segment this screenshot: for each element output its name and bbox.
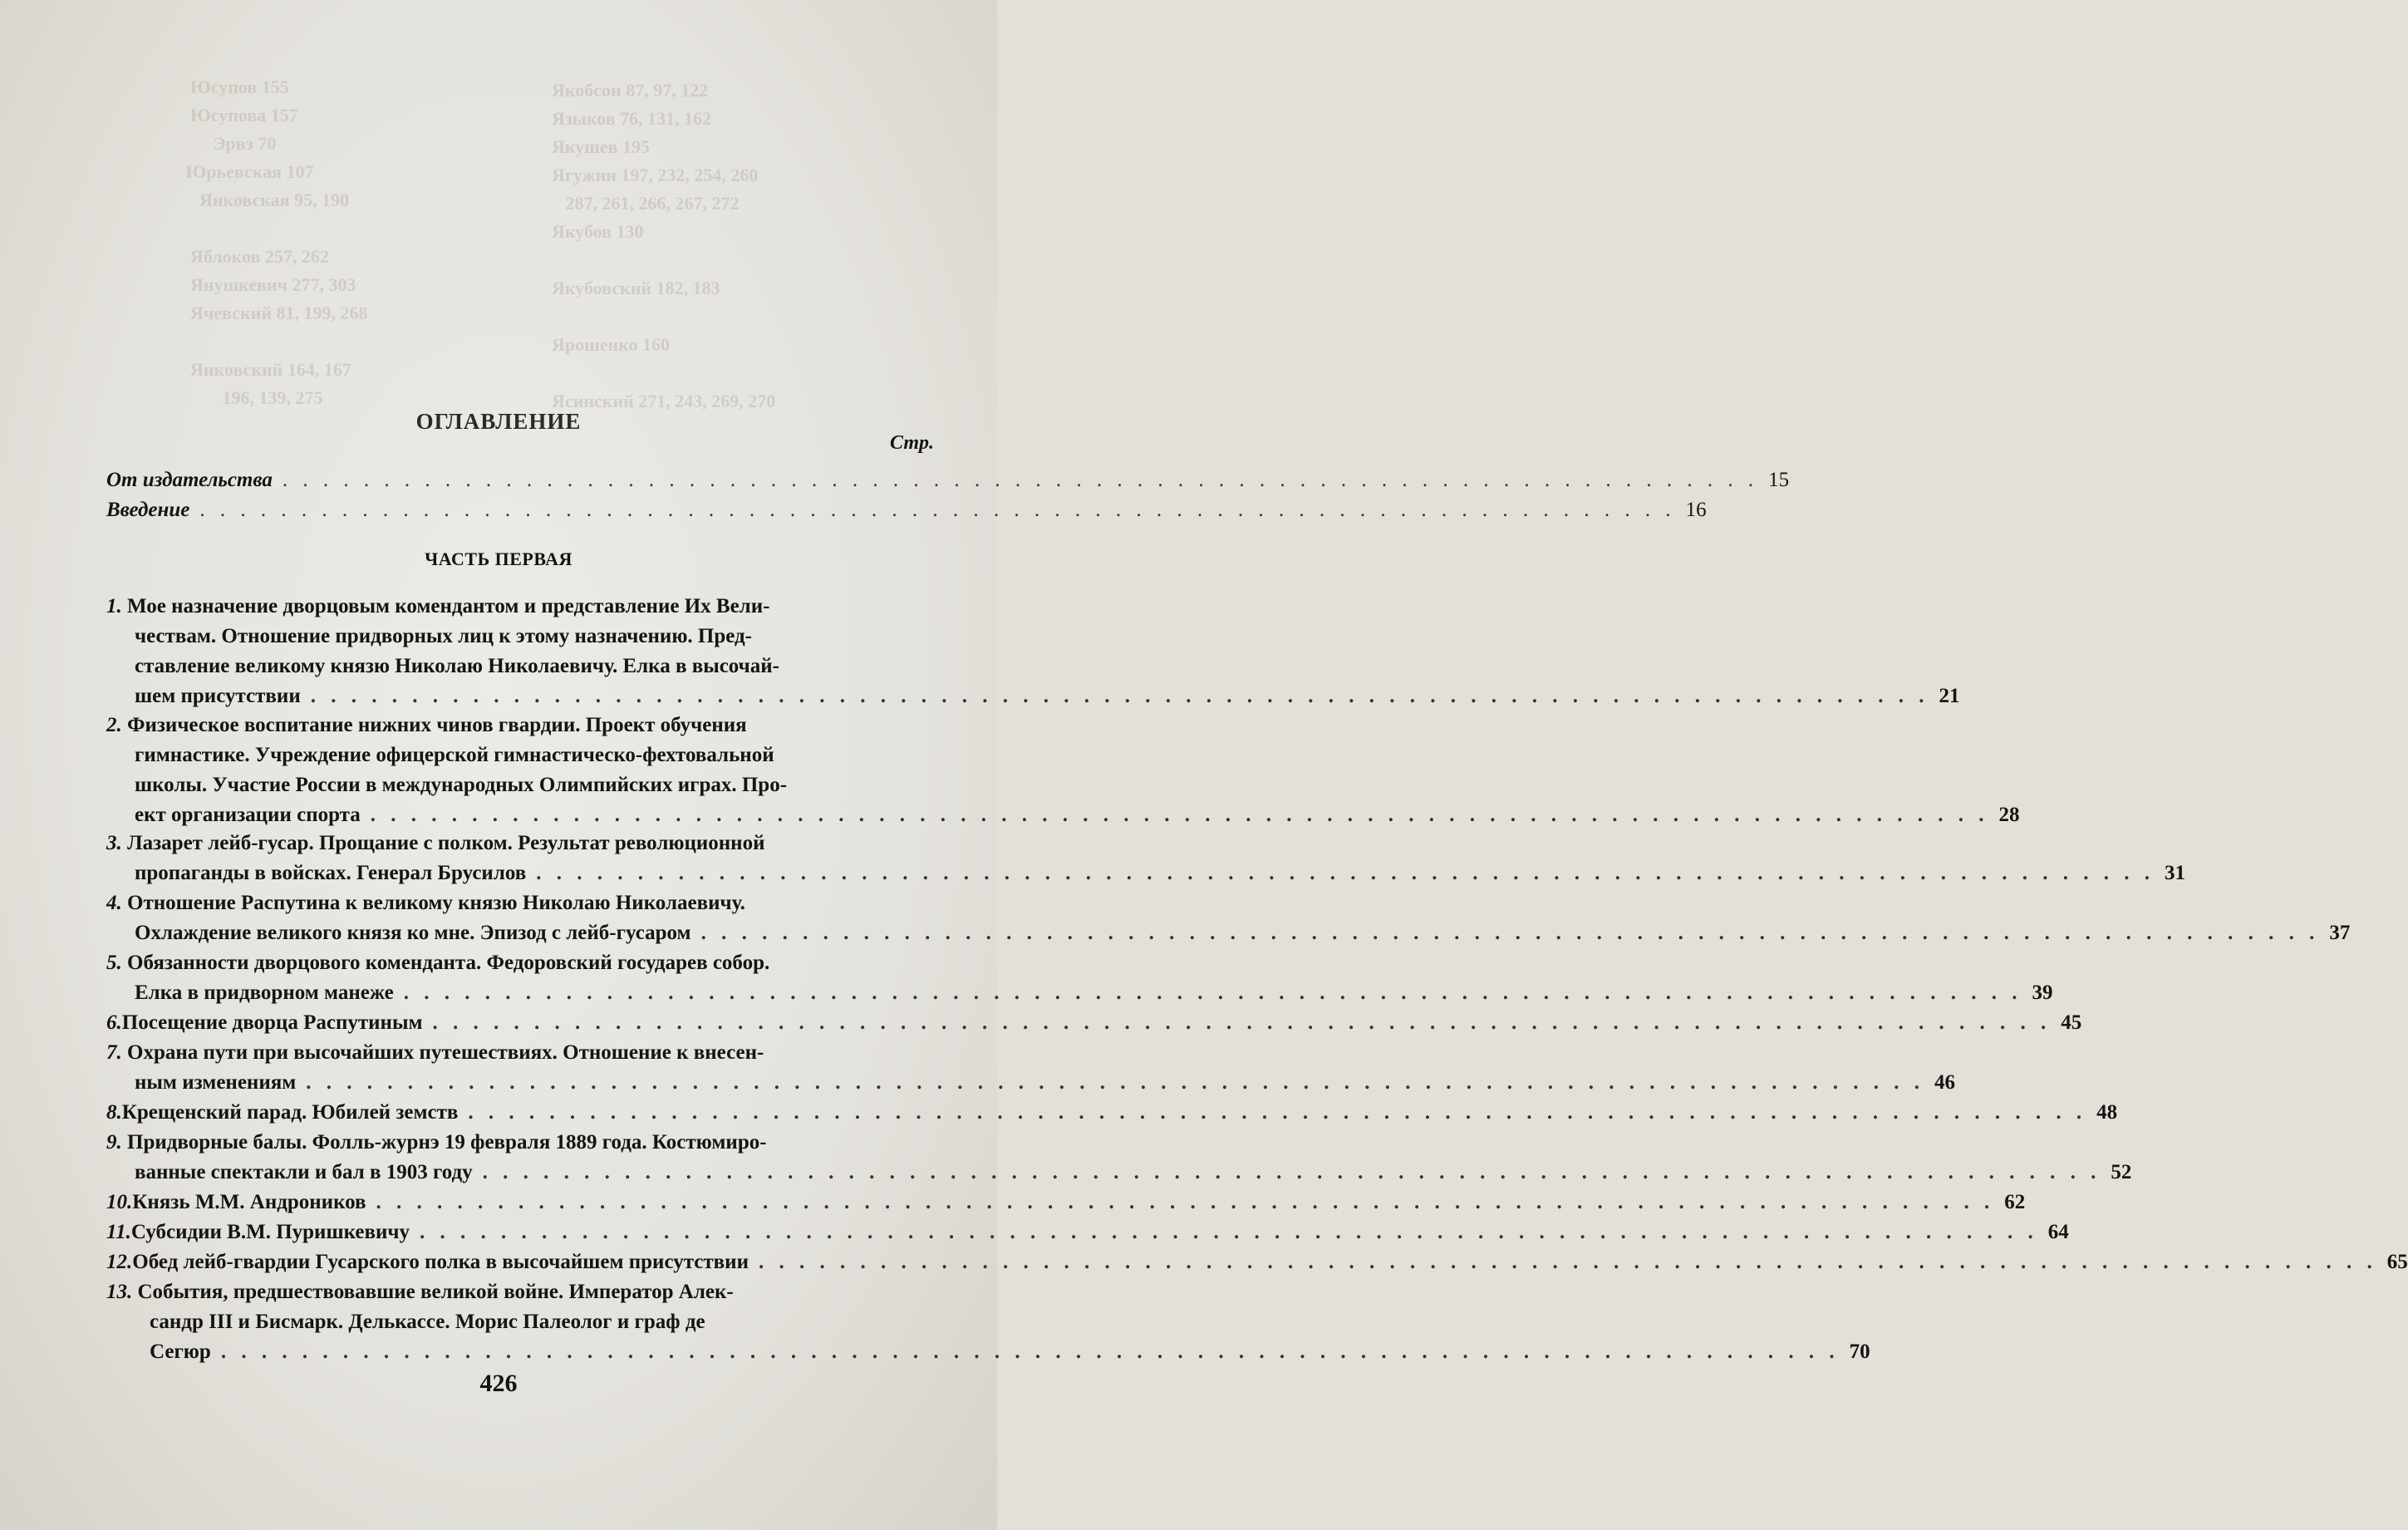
chapter-title-line: Сегюр	[150, 1341, 211, 1363]
chapter-number: 13.	[106, 1281, 138, 1303]
toc-chapter-3[interactable]	[106, 829, 2185, 888]
toc-entry-title: От издательства	[106, 469, 273, 491]
chapter-title-line: шем присутствии	[135, 685, 301, 707]
dot-leader: . . . . . . . . . . . . . . . . . . . . . . . . . . . . . . . . . . . . . . . . . . . . . . . . . . . . . . . . . . . . . . . . . . . . . . . . . . . . . . . .	[403, 981, 2022, 1004]
dot-leader: . . . . . . . . . . . . . . . . . . . . . . . . . . . . . . . . . . . . . . . . . . . . . . . . . . . . . . . . . . . . . . . . . . . . . . . . . . . . . . . .	[759, 1251, 2377, 1273]
chapter-title-line: События, предшествовавшие великой войне. Император Алек-	[137, 1281, 734, 1303]
toc-entry-page: 15	[1768, 469, 1790, 491]
dot-leader: . . . . . . . . . . . . . . . . . . . . . . . . . . . . . . . . . . . . . . . . . . . . . . . . . . . . . . . . . . . . . . . . . . . . . . . . . . . . . . . .	[482, 1161, 2101, 1183]
chapter-page: 45	[2061, 1011, 2082, 1034]
bleed-through-text-right: Якобсон 87, 97, 122 Языков 76, 131, 162 Якушев 195 Ягужин 197, 232, 254, 260 287, 261, 266, 267, 272 Якубов 130 Якубовский 182, 183 Ярошенко 160 Ясинский 271, 243, 269, 270	[552, 80, 776, 411]
chapter-number: 2.	[106, 714, 127, 736]
dot-leader: . . . . . . . . . . . . . . . . . . . . . . . . . . . . . . . . . . . . . . . . . . . . . . . . . . . . . . . . . . . . . . . . . . . . . . . . .	[199, 499, 1676, 521]
chapter-title-line: гимнастике. Учреждение офицерской гимнастическо-фехтовальной	[135, 744, 774, 766]
chapter-number: 1.	[106, 595, 127, 617]
dot-leader: . . . . . . . . . . . . . . . . . . . . . . . . . . . . . . . . . . . . . . . . . . . . . . . . . . . . . . . . . . . . . . . . . . . . . . . . . . . . . . . .	[370, 804, 1989, 826]
bleed-through-text-left: Юсупов 155 Юсупова 157 Эрвэ 70 Юрьевская 107 Янковская 95, 190 Яблоков 257, 262 Янушкевич 277, 303 Ячевский 81, 199, 268 Янковский 164, 167 196, 139, 275	[185, 76, 368, 408]
chapter-title-line: ным изменениям	[135, 1071, 297, 1094]
page-column-label: Стр.	[889, 432, 934, 454]
chapter-number: 7.	[106, 1041, 127, 1064]
dot-leader: . . . . . . . . . . . . . . . . . . . . . . . . . . . . . . . . . . . . . . . . . . . . . . . . . . . . . . . . . . . . . . . . . . . . . . . . . . . . . . . .	[220, 1341, 1840, 1363]
dot-leader: . . . . . . . . . . . . . . . . . . . . . . . . . . . . . . . . . . . . . . . . . . . . . . . . . . . . . . . . . . . . . . . . . . . . . . . . .	[282, 469, 1759, 491]
dot-leader: . . . . . . . . . . . . . . . . . . . . . . . . . . . . . . . . . . . . . . . . . . . . . . . . . . . . . . . . . . . . . . . . . . . . . . . . . . . . . . . .	[376, 1191, 1995, 1213]
chapter-page: 39	[2032, 981, 2053, 1004]
toc-entry-page: 16	[1685, 499, 1707, 521]
chapter-page: 21	[1939, 685, 1960, 707]
toc-chapter-10[interactable]	[106, 1188, 2026, 1218]
chapter-number: 5.	[106, 952, 127, 974]
chapter-page: 31	[2164, 862, 2185, 884]
toc-chapter-1[interactable]	[106, 592, 1960, 711]
chapter-title-line: Обязанности дворцового коменданта. Федоровский государев собор.	[127, 952, 770, 974]
chapter-page: 64	[2047, 1221, 2069, 1243]
chapter-number: 12.	[106, 1251, 133, 1273]
chapter-page: 46	[1934, 1071, 1956, 1094]
chapter-number: 4.	[106, 892, 127, 914]
dot-leader: . . . . . . . . . . . . . . . . . . . . . . . . . . . . . . . . . . . . . . . . . . . . . . . . . . . . . . . . . . . . . . . . . . . . . . . . . . . . . . . .	[468, 1101, 2087, 1124]
chapter-title-line: Посещение дворца Распутиным	[121, 1011, 423, 1034]
toc-chapter-6[interactable]	[106, 1008, 2082, 1038]
chapter-number: 6.	[106, 1011, 122, 1034]
toc-heading: ОГЛАВЛЕНИЕ	[415, 409, 582, 434]
chapter-title-line: ект организации спорта	[135, 804, 361, 826]
chapter-title-line: сандр III и Бисмарк. Делькассе. Морис Палеолог и граф де	[150, 1311, 705, 1333]
chapter-title-line: Отношение Распутина к великому князю Николаю Николаевичу.	[127, 892, 745, 914]
chapter-number: 8.	[106, 1101, 122, 1124]
toc-entry-introduction[interactable]	[106, 495, 1707, 525]
chapter-page: 28	[1998, 804, 2020, 826]
chapter-title-line: ванные спектакли и бал в 1903 году	[135, 1161, 473, 1183]
chapter-title-line: Крещенский парад. Юбилей земств	[121, 1101, 459, 1124]
dot-leader: . . . . . . . . . . . . . . . . . . . . . . . . . . . . . . . . . . . . . . . . . . . . . . . . . . . . . . . . . . . . . . . . . . . . . . . . . . . . . . . .	[306, 1071, 1925, 1094]
chapter-title-line: Обед лейб-гвардии Гусарского полка в высочайшем присутствии	[132, 1251, 749, 1273]
dot-leader: . . . . . . . . . . . . . . . . . . . . . . . . . . . . . . . . . . . . . . . . . . . . . . . . . . . . . . . . . . . . . . . . . . . . . . . . . . . . . . . .	[310, 685, 1929, 707]
chapter-title-line: пропаганды в войсках. Генерал Брусилов	[135, 862, 527, 884]
chapter-page: 70	[1849, 1341, 1870, 1363]
chapter-number: 9.	[106, 1131, 127, 1154]
toc-chapter-11[interactable]	[106, 1218, 2069, 1247]
chapter-page: 65	[2386, 1251, 2408, 1273]
toc-chapter-2[interactable]	[106, 711, 2020, 830]
toc-chapter-13[interactable]	[106, 1277, 1870, 1367]
toc-chapter-5[interactable]	[106, 948, 2053, 1008]
chapter-title-line: Охлаждение великого князя ко мне. Эпизод с лейб-гусаром	[135, 922, 691, 944]
chapter-page: 52	[2111, 1161, 2132, 1183]
chapter-title-line: Придворные балы. Фолль-журнэ 19 февраля 1889 года. Костюмиро-	[127, 1131, 767, 1154]
toc-entry-from-publisher[interactable]	[106, 465, 1790, 495]
chapter-title-line: Князь М.М. Андроников	[132, 1191, 366, 1213]
dot-leader: . . . . . . . . . . . . . . . . . . . . . . . . . . . . . . . . . . . . . . . . . . . . . . . . . . . . . . . . . . . . . . . . . . . . . . . . . . . . . . . .	[700, 922, 2320, 944]
toc-chapter-7[interactable]	[106, 1038, 1956, 1098]
chapter-title-line: Елка в придворном манеже	[135, 981, 394, 1004]
chapter-title-line: школы. Участие России в международных Олимпийских играх. Про-	[135, 774, 788, 796]
chapter-title-line: Лазарет лейб-гусар. Прощание с полком. Результат революционной	[127, 832, 765, 854]
chapter-title-line: Физическое воспитание нижних чинов гвардии. Проект обучения	[127, 714, 747, 736]
chapter-page: 62	[2004, 1191, 2026, 1213]
chapter-page: 48	[2096, 1101, 2118, 1124]
chapter-number: 11.	[106, 1221, 131, 1243]
chapter-number: 3.	[106, 832, 127, 854]
chapter-title-line: Мое назначение дворцовым комендантом и представление Их Вели-	[127, 595, 770, 617]
dot-leader: . . . . . . . . . . . . . . . . . . . . . . . . . . . . . . . . . . . . . . . . . . . . . . . . . . . . . . . . . . . . . . . . . . . . . . . . . . . . . . . .	[419, 1221, 2038, 1243]
chapter-title-line: Субсидии В.М. Пуришкевичу	[130, 1221, 410, 1243]
part-title: ЧАСТЬ ПЕРВАЯ	[425, 549, 573, 569]
chapter-number: 10.	[106, 1191, 133, 1213]
dot-leader: . . . . . . . . . . . . . . . . . . . . . . . . . . . . . . . . . . . . . . . . . . . . . . . . . . . . . . . . . . . . . . . . . . . . . . . . . . . . . . . .	[536, 862, 2155, 884]
dot-leader: . . . . . . . . . . . . . . . . . . . . . . . . . . . . . . . . . . . . . . . . . . . . . . . . . . . . . . . . . . . . . . . . . . . . . . . . . . . . . . . .	[432, 1011, 2052, 1034]
toc-entry-title: Введение	[106, 499, 190, 521]
toc-chapter-12[interactable]	[106, 1247, 2408, 1277]
toc-chapter-9[interactable]	[106, 1128, 2132, 1188]
toc-chapter-8[interactable]	[106, 1098, 2118, 1128]
chapter-title-line: ставление великому князю Николаю Николаевичу. Елка в высочай-	[135, 655, 779, 677]
chapter-title-line: Охрана пути при высочайших путешествиях. Отношение к внесен-	[127, 1041, 764, 1064]
chapter-title-line: чествам. Отношение придворных лиц к этому назначению. Пред-	[135, 625, 753, 647]
page-number: 426	[479, 1370, 518, 1397]
toc-chapter-4[interactable]	[106, 888, 2351, 948]
chapter-page: 37	[2329, 922, 2351, 944]
